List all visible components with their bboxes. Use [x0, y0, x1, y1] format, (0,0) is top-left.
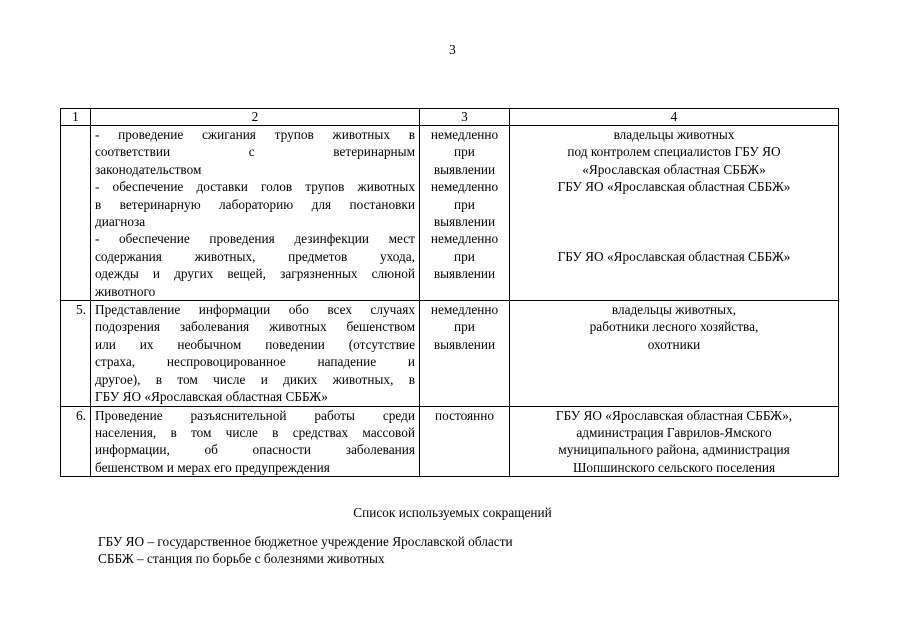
measures-table [60, 108, 839, 477]
sub-measure-1 [95, 126, 415, 178]
measure-description [91, 126, 420, 301]
text-line: другое), в том числе и диких животных, в [95, 371, 415, 387]
measure-timing [420, 301, 510, 406]
table-row [61, 406, 839, 477]
responsible-party [510, 406, 839, 477]
abbreviation-item: СББЖ – станция по борьбе с болезнями животных [98, 551, 385, 567]
timing-line: выявлении [433, 214, 496, 230]
responsible-line: владельцы животных, [611, 302, 737, 318]
measure-description [91, 301, 420, 406]
timing-line: выявлении [433, 336, 496, 352]
spacer [514, 213, 834, 230]
responsible-line: «Ярославская областная СББЖ» [582, 161, 766, 177]
responsible-party [510, 126, 839, 301]
responsible-line: охотники [647, 336, 701, 352]
text-line: - проведение сжигания трупов животных в [95, 127, 415, 142]
text-line: Представление информации обо всех случаях [95, 302, 415, 318]
measure-description [91, 406, 420, 477]
text-line: информации, об опасности заболевания [95, 442, 415, 458]
timing-line: при [454, 319, 475, 335]
responsible-line: ГБУ ЯО «Ярославская областная СББЖ» [557, 248, 791, 264]
sub-measure-2 [95, 178, 415, 230]
text-line: соответствии с ветеринарным [95, 144, 415, 160]
table-row [61, 126, 839, 301]
timing-line: немедленно [430, 302, 499, 318]
header-cell-4: 4 [510, 109, 839, 126]
measure-timing [420, 126, 510, 301]
timing-line: при [454, 144, 475, 160]
text-line: подозрения заболевания животных бешенством [95, 319, 415, 335]
responsible-line: владельцы животных [613, 127, 735, 142]
text-line: диагноза [95, 214, 146, 230]
text-line: Проведение разъяснительной работы среди [95, 407, 415, 423]
header-cell-2: 2 [91, 109, 420, 126]
responsible-line: муниципального района, администрация [558, 442, 790, 458]
text-line: бешенством и мерах его предупреждения [95, 459, 330, 475]
responsible-line: ГБУ ЯО «Ярославская областная СББЖ» [557, 179, 791, 195]
timing-line: немедленно [430, 231, 499, 247]
text-line: одежды и других вещей, загрязненных слюной [95, 266, 415, 282]
text-line: ГБУ ЯО «Ярославская областная СББЖ» [95, 389, 328, 405]
timing-line: немедленно [430, 127, 499, 142]
abbreviations-title: Список используемых сокращений [353, 505, 552, 520]
row-number: 6. [61, 406, 91, 477]
header-cell-3: 3 [420, 109, 510, 126]
text-line: содержания животных, предметов ухода, [95, 248, 415, 264]
timing-line: немедленно [430, 179, 499, 195]
sub-measure-3 [95, 230, 415, 300]
responsible-party [510, 301, 839, 406]
measure-timing [420, 406, 510, 477]
abbreviation-item: ГБУ ЯО – государственное бюджетное учреждение Ярославской области [98, 534, 513, 549]
abbreviations-list [98, 533, 513, 568]
text-line: - обеспечение доставки голов трупов животных [95, 179, 415, 195]
table-row [61, 301, 839, 406]
text-line: законодательством [95, 161, 202, 177]
timing-line: при [454, 248, 475, 264]
row-number: 5. [61, 301, 91, 406]
timing-line: постоянно [434, 407, 495, 423]
text-line: страха, неспровоцированное нападение и [95, 354, 415, 370]
timing-line: выявлении [433, 266, 496, 282]
row-number [61, 126, 91, 301]
text-line: населения, в том числе в средствах массовой [95, 424, 415, 440]
text-line: или их необычном поведении (отсутствие [95, 336, 415, 352]
text-line: - обеспечение проведения дезинфекции мест [95, 231, 415, 247]
text-line: животного [95, 283, 156, 299]
responsible-line: под контролем специалистов ГБУ ЯО [567, 144, 781, 160]
responsible-line: Шопшинского сельского поселения [572, 459, 776, 475]
header-cell-1: 1 [61, 109, 91, 126]
responsible-line: администрация Гаврилов-Ямского [576, 424, 772, 440]
responsible-line: работники лесного хозяйства, [589, 319, 759, 335]
timing-line: при [454, 196, 475, 212]
table-header-row [61, 109, 839, 126]
page-number: 3 [449, 42, 456, 57]
spacer [514, 196, 834, 213]
timing-line: выявлении [433, 161, 496, 177]
text-line: в ветеринарную лабораторию для постановки [95, 196, 415, 212]
responsible-line [514, 230, 834, 247]
responsible-line: ГБУ ЯО «Ярославская областная СББЖ», [555, 407, 793, 423]
